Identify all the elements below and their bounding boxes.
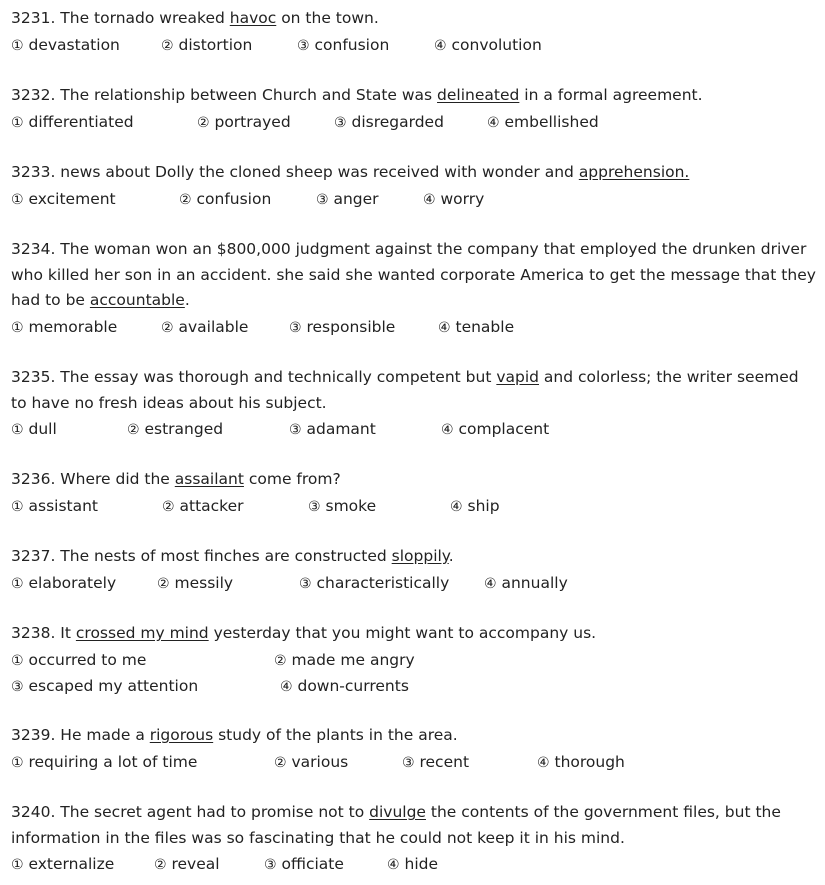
question-3233: [11, 160, 817, 212]
option-marker: ②: [162, 498, 175, 515]
option-text: externalize: [23, 855, 115, 873]
option-3[interactable]: [289, 314, 395, 341]
question-3236: [11, 467, 817, 519]
option-text: portrayed: [209, 112, 291, 131]
option-4[interactable]: [487, 109, 599, 136]
option-text: reveal: [166, 855, 220, 873]
option-3[interactable]: [308, 493, 376, 520]
option-text: down-currents: [292, 676, 409, 695]
question-stem: [11, 467, 817, 493]
option-text: memorable: [23, 317, 118, 336]
question-stem: [11, 6, 817, 32]
option-text: estranged: [139, 420, 224, 438]
question-3240: [11, 800, 817, 877]
option-text: escaped my attention: [23, 676, 199, 695]
answer-options: [11, 109, 817, 135]
stem-text: and colorless; the writer seemed to have no fresh ideas about his subject.: [11, 368, 799, 412]
option-4[interactable]: [434, 32, 542, 59]
option-marker: ①: [11, 319, 24, 336]
option-2[interactable]: [197, 109, 291, 136]
option-marker: ②: [161, 319, 174, 336]
option-marker: ②: [154, 857, 167, 873]
option-marker: ③: [264, 857, 277, 873]
option-marker: ②: [179, 191, 192, 208]
answer-options: [11, 647, 817, 673]
option-text: occurred to me: [23, 650, 147, 669]
question-stem: [11, 621, 817, 647]
option-marker: ③: [402, 754, 415, 771]
option-4[interactable]: [441, 416, 549, 443]
option-2[interactable]: [127, 416, 223, 443]
option-marker: ①: [11, 422, 24, 438]
question-stem: [11, 365, 817, 416]
option-4[interactable]: [450, 493, 500, 520]
target-word: delineated: [437, 86, 520, 104]
option-3[interactable]: [334, 109, 444, 136]
answer-options: [11, 570, 817, 596]
question-3238: [11, 621, 817, 699]
answer-options: [11, 493, 817, 519]
option-marker: ③: [308, 498, 321, 515]
option-marker: ④: [487, 114, 500, 131]
option-marker: ①: [11, 857, 24, 873]
option-text: officiate: [276, 855, 344, 873]
option-4[interactable]: [438, 314, 514, 341]
option-marker: ②: [274, 652, 287, 669]
stem-text: come from?: [243, 470, 341, 488]
option-1[interactable]: [11, 32, 120, 59]
option-marker: ①: [11, 191, 24, 208]
option-marker: ①: [11, 498, 24, 515]
option-text: distortion: [173, 35, 253, 54]
option-marker: ③: [316, 191, 329, 208]
answer-options: [11, 186, 817, 212]
target-word: divulge: [369, 803, 426, 821]
option-text: attacker: [174, 496, 244, 515]
option-4[interactable]: [387, 851, 438, 878]
option-marker: ②: [157, 575, 170, 592]
option-text: anger: [328, 189, 379, 208]
option-text: requiring a lot of time: [23, 752, 198, 771]
option-text: differentiated: [23, 112, 134, 131]
answer-options: [11, 851, 817, 877]
stem-text: in a formal agreement.: [519, 86, 703, 104]
option-marker: ③: [289, 422, 302, 438]
option-text: confusion: [309, 35, 390, 54]
option-text: excitement: [23, 189, 116, 208]
target-word: sloppily: [391, 547, 449, 565]
stem-text: 3238. It: [11, 624, 76, 642]
stem-text: the contents of the government files, but the information in the files was so fascinating that he could not keep it in his mind.: [11, 803, 781, 847]
question-3231: [11, 6, 817, 58]
option-3[interactable]: [299, 570, 449, 597]
target-word: apprehension.: [578, 163, 690, 181]
target-word: havoc: [229, 9, 277, 27]
question-stem: [11, 160, 817, 186]
stem-text: 3236. Where did the: [11, 470, 175, 488]
option-marker: ④: [387, 857, 400, 873]
stem-text: 3233. news about Dolly the cloned sheep was received with wonder and: [11, 163, 579, 181]
option-1[interactable]: [11, 109, 134, 136]
option-marker: ①: [11, 754, 24, 771]
option-1[interactable]: [11, 314, 117, 341]
option-4[interactable]: [280, 673, 409, 700]
target-word: rigorous: [149, 726, 214, 744]
question-3235: [11, 365, 817, 442]
option-marker: ④: [434, 37, 447, 54]
option-marker: ②: [274, 754, 287, 771]
question-3239: [11, 723, 817, 775]
option-1[interactable]: [11, 749, 197, 776]
option-marker: ③: [334, 114, 347, 131]
option-text: available: [173, 317, 249, 336]
option-marker: ③: [11, 678, 24, 695]
option-2[interactable]: [162, 493, 244, 520]
option-text: worry: [435, 189, 485, 208]
question-stem: [11, 237, 817, 314]
question-stem: [11, 800, 817, 851]
target-word: vapid: [496, 368, 539, 386]
question-3234: [11, 237, 817, 340]
option-3[interactable]: [297, 32, 389, 59]
option-text: made me angry: [286, 650, 415, 669]
option-text: disregarded: [346, 112, 444, 131]
option-marker: ④: [450, 498, 463, 515]
target-word: crossed my mind: [75, 624, 209, 642]
stem-text: study of the plants in the area.: [213, 726, 458, 744]
option-text: ship: [462, 496, 500, 515]
answer-options: [11, 749, 817, 775]
option-3[interactable]: [264, 851, 344, 878]
option-text: complacent: [453, 420, 550, 438]
option-2[interactable]: [161, 32, 252, 59]
option-text: convolution: [446, 35, 542, 54]
stem-text: .: [448, 547, 454, 565]
option-text: embellished: [499, 112, 599, 131]
option-4[interactable]: [423, 186, 484, 213]
option-marker: ④: [438, 319, 451, 336]
stem-text: 3237. The nests of most finches are constructed: [11, 547, 392, 565]
option-marker: ①: [11, 575, 24, 592]
option-text: assistant: [23, 496, 98, 515]
stem-text: 3235. The essay was thorough and technically competent but: [11, 368, 497, 386]
stem-text: .: [184, 291, 190, 309]
question-stem: [11, 544, 817, 570]
option-1[interactable]: [11, 493, 98, 520]
option-2[interactable]: [154, 851, 220, 878]
question-stem: [11, 83, 817, 109]
option-1[interactable]: [11, 416, 57, 443]
answer-options: [11, 416, 817, 442]
option-1[interactable]: [11, 851, 114, 878]
option-2[interactable]: [274, 749, 348, 776]
option-3[interactable]: [316, 186, 379, 213]
option-2[interactable]: [179, 186, 271, 213]
answer-options: [11, 314, 817, 340]
option-text: dull: [23, 420, 57, 438]
option-2[interactable]: [157, 570, 233, 597]
option-text: responsible: [301, 317, 396, 336]
stem-text: 3234. The woman won an $800,000 judgment against the company that employed the drunken driver who killed her son in an accident. she said she wanted corporate America to get the message that they had to be: [11, 240, 816, 309]
option-marker: ④: [280, 678, 293, 695]
option-3[interactable]: [11, 673, 198, 700]
option-marker: ④: [537, 754, 550, 771]
answer-options: [11, 673, 817, 699]
option-text: tenable: [450, 317, 515, 336]
option-text: elaborately: [23, 573, 117, 592]
stem-text: 3231. The tornado wreaked: [11, 9, 230, 27]
option-4[interactable]: [537, 749, 625, 776]
option-text: recent: [414, 752, 470, 771]
target-word: assailant: [174, 470, 244, 488]
option-marker: ①: [11, 652, 24, 669]
option-text: smoke: [320, 496, 377, 515]
option-marker: ③: [297, 37, 310, 54]
option-2[interactable]: [161, 314, 248, 341]
option-1[interactable]: [11, 647, 146, 674]
option-text: confusion: [191, 189, 272, 208]
option-marker: ②: [197, 114, 210, 131]
answer-options: [11, 32, 817, 58]
option-marker: ①: [11, 114, 24, 131]
option-text: characteristically: [311, 573, 450, 592]
stem-text: 3239. He made a: [11, 726, 150, 744]
question-stem: [11, 723, 817, 749]
option-text: annually: [496, 573, 568, 592]
option-4[interactable]: [484, 570, 568, 597]
option-text: thorough: [549, 752, 625, 771]
question-3237: [11, 544, 817, 596]
option-marker: ③: [289, 319, 302, 336]
option-marker: ④: [423, 191, 436, 208]
option-marker: ④: [484, 575, 497, 592]
stem-text: yesterday that you might want to accompany us.: [208, 624, 597, 642]
option-3[interactable]: [402, 749, 469, 776]
stem-text: 3240. The secret agent had to promise not to: [11, 803, 370, 821]
option-text: various: [286, 752, 349, 771]
question-3232: [11, 83, 817, 135]
option-text: devastation: [23, 35, 120, 54]
option-3[interactable]: [289, 416, 376, 443]
option-1[interactable]: [11, 570, 116, 597]
option-marker: ②: [127, 422, 140, 438]
target-word: accountable: [89, 291, 185, 309]
option-marker: ②: [161, 37, 174, 54]
stem-text: 3232. The relationship between Church and State was: [11, 86, 438, 104]
option-1[interactable]: [11, 186, 116, 213]
stem-text: on the town.: [276, 9, 379, 27]
option-text: messily: [169, 573, 234, 592]
option-2[interactable]: [274, 647, 415, 674]
option-marker: ③: [299, 575, 312, 592]
option-marker: ④: [441, 422, 454, 438]
option-marker: ①: [11, 37, 24, 54]
option-text: adamant: [301, 420, 376, 438]
option-text: hide: [399, 855, 438, 873]
